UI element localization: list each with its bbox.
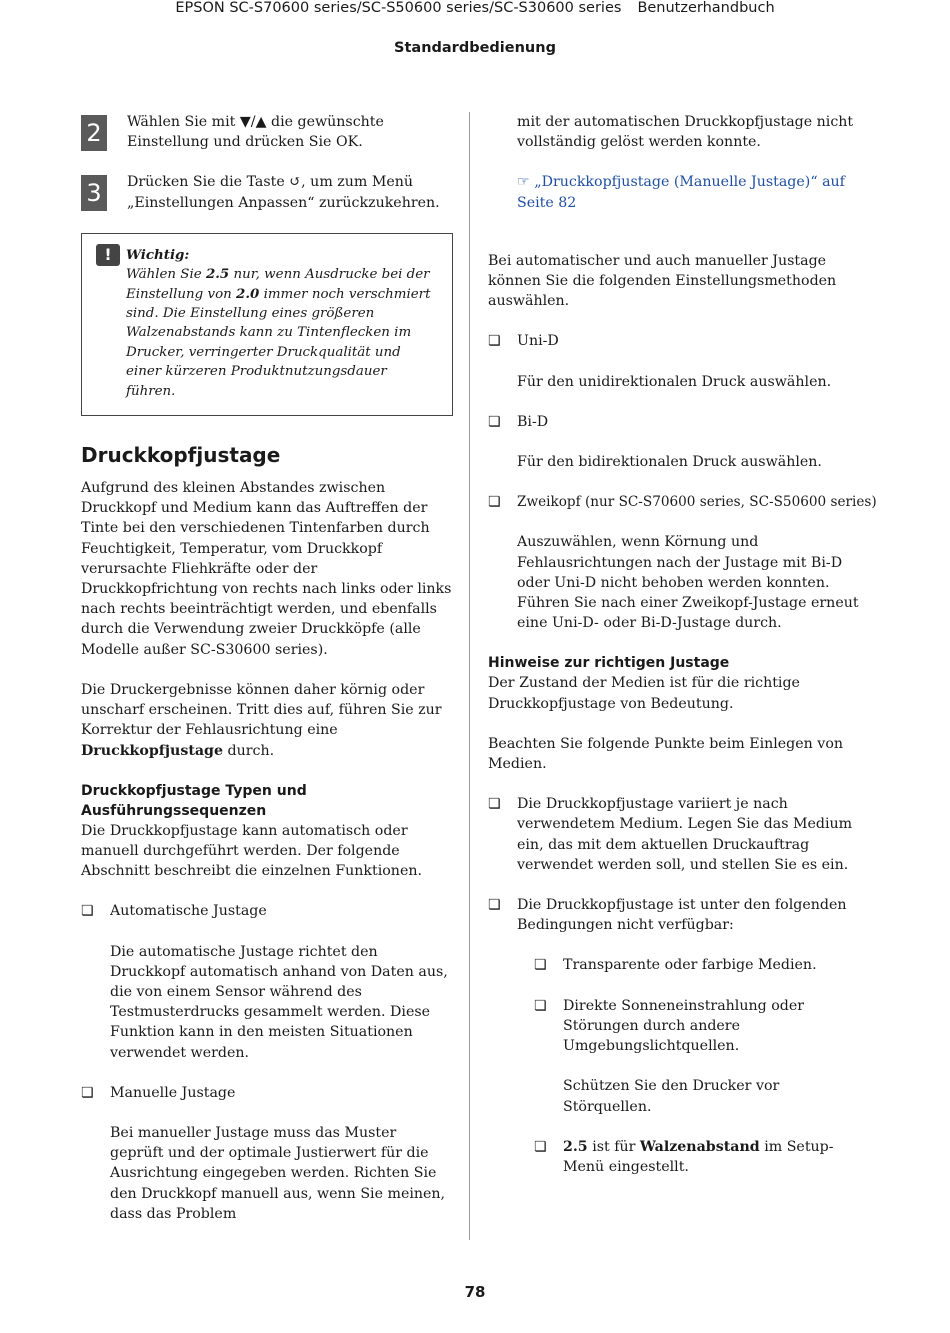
list-item: ❏ Manuelle Justage	[81, 1083, 453, 1103]
paragraph: Der Zustand der Medien ist für die richtige Druckkopfjustage von Bedeutung.	[488, 675, 800, 712]
manual-name: Benutzerhandbuch	[637, 0, 775, 16]
list-item: ❏ Automatische Justage	[81, 901, 453, 921]
running-header	[0, 0, 950, 16]
link-hand-icon: ☞	[517, 174, 530, 191]
paragraph: mit der automatischen Druckkopfjustage nicht vollständig gelöst werden konnte.	[517, 114, 854, 151]
sub-list-item: ❏ Transparente oder farbige Medien.	[488, 955, 868, 975]
sub-list-item: ❏ Direkte Sonneneinstrahlung oder Störungen durch andere Umgebungslichtquellen.	[534, 997, 805, 1055]
paragraph: Bei manueller Justage muss das Muster geprüft und der optimale Justierwert für die Ausrichtung eingegeben werden. Richten Sie den Druckkopf manuell aus, wenn Sie meinen, dass das Problem	[110, 1124, 446, 1222]
list-item: ❏ Die Druckkopfjustage ist unter den folgenden Bedingungen nicht verfügbar:	[488, 897, 847, 934]
step-text: Wählen Sie mit ▼/▲ die gewünschte Einstellung und drücken Sie OK.	[127, 114, 384, 151]
checkbox-bullet-icon: ❏	[81, 903, 94, 920]
paragraph: Schützen Sie den Drucker vor Störquellen.	[563, 1078, 780, 1115]
subheading: Hinweise zur richtigen Justage	[488, 655, 730, 672]
important-note	[81, 233, 453, 416]
step-number: 3	[81, 175, 107, 211]
note-title: Wichtig:	[126, 246, 190, 263]
section-title: Standardbedienung	[394, 40, 556, 56]
paragraph: Die automatische Justage richtet den Druckkopf automatisch anhand von Daten aus, die von einem Sensor während des Testmusterdrucks gesammelt werden. Diese Funktion kann in den meisten Situationen verwendet werden.	[110, 943, 448, 1061]
checkbox-bullet-icon: ❏	[534, 997, 547, 1014]
step-3	[81, 172, 453, 212]
checkbox-bullet-icon: ❏	[488, 333, 501, 350]
section-heading: Druckkopfjustage	[81, 443, 281, 468]
paragraph: Aufgrund des kleinen Abstandes zwischen Druckkopf und Medium kann das Auftreffen der Tinte bei den verschiedenen Tintenfarben durch Feuchtigkeit, Temperatur, vom Druckkopf verursachte Fliehkräfte oder der Druckkopfrichtung von rechts nach links oder links nach rechts beeinträchtigt werden, und ebenfalls durch die Verwendung zweier Druckköpfe (alle Modelle außer SC-S30600 series).	[81, 480, 452, 658]
warning-icon: !	[96, 244, 120, 266]
checkbox-bullet-icon: ❏	[488, 796, 501, 813]
right-column	[488, 112, 877, 1177]
paragraph: Die Druckkopfjustage kann automatisch oder manuell durchgeführt werden. Der folgende Abschnitt beschreibt die einzelnen Funktionen.	[81, 822, 422, 880]
checkbox-bullet-icon: ❏	[488, 413, 501, 430]
list-item: ❏ Uni-D	[488, 331, 868, 351]
paragraph: Beachten Sie folgende Punkte beim Einlegen von Medien.	[488, 735, 843, 773]
product-name: EPSON SC-S70600 series/SC-S50600 series/SC-S30600 series	[175, 0, 622, 16]
list-item: ❏ Zweikopf (nur SC-S70600 series, SC-S50600 series)	[488, 492, 868, 512]
step-2	[81, 112, 453, 152]
checkbox-bullet-icon: ❏	[534, 957, 547, 974]
checkbox-bullet-icon: ❏	[488, 494, 501, 511]
paragraph: Auszuwählen, wenn Körnung und Fehlausrichtungen nach der Justage mit Bi-D oder Uni-D nicht behoben werden konnten. Führen Sie nach einer Zweikopf-Justage erneut eine Uni-D- oder Bi-D-Justage durch.	[517, 534, 859, 632]
paragraph: Bei automatischer und auch manueller Justage können Sie die folgenden Einstellungsmethoden auswählen.	[488, 252, 837, 310]
cross-reference-link[interactable]: ☞ „Druckkopfjustage (Manuelle Justage)“ auf Seite 82	[517, 174, 845, 211]
step-number: 2	[81, 115, 107, 151]
left-column	[81, 112, 453, 1224]
checkbox-bullet-icon: ❏	[488, 897, 501, 914]
list-item: ❏ Bi-D	[488, 412, 868, 432]
checkbox-bullet-icon: ❏	[81, 1084, 94, 1101]
paragraph: Für den unidirektionalen Druck auswählen.	[517, 373, 832, 390]
note-text: Wählen Sie 2.5 nur, wenn Ausdrucke bei der Einstellung von 2.0 immer noch verschmiert sind. Die Einstellung eines größeren Walzenabstands kann zu Tintenflecken im Drucker, verringerter Druckqualität und einer kürzeren Produktnutzungsdauer führen.	[126, 266, 431, 399]
page-number: 78	[464, 1283, 486, 1301]
subheading: Druckkopfjustage Typen und Ausführungssequenzen	[81, 782, 307, 819]
checkbox-bullet-icon: ❏	[534, 1138, 547, 1155]
step-text: Drücken Sie die Taste ↺, um zum Menü „Einstellungen Anpassen“ zurückzukehren.	[127, 174, 440, 211]
paragraph: Für den bidirektionalen Druck auswählen.	[517, 454, 822, 471]
paragraph: Die Druckergebnisse können daher körnig oder unscharf erscheinen. Tritt dies auf, führen Sie zur Korrektur der Fehlausrichtung eine Druckkopfjustage durch.	[81, 681, 442, 759]
sub-list-item: ❏ 2.5 ist für Walzenabstand im Setup-Menü eingestellt.	[534, 1138, 834, 1175]
column-divider	[469, 112, 470, 1240]
list-item: ❏ Die Druckkopfjustage variiert je nach verwendetem Medium. Legen Sie das Medium ein, das mit dem aktuellen Druckauftrag verwendet werden soll, und stellen Sie es ein.	[488, 796, 853, 873]
